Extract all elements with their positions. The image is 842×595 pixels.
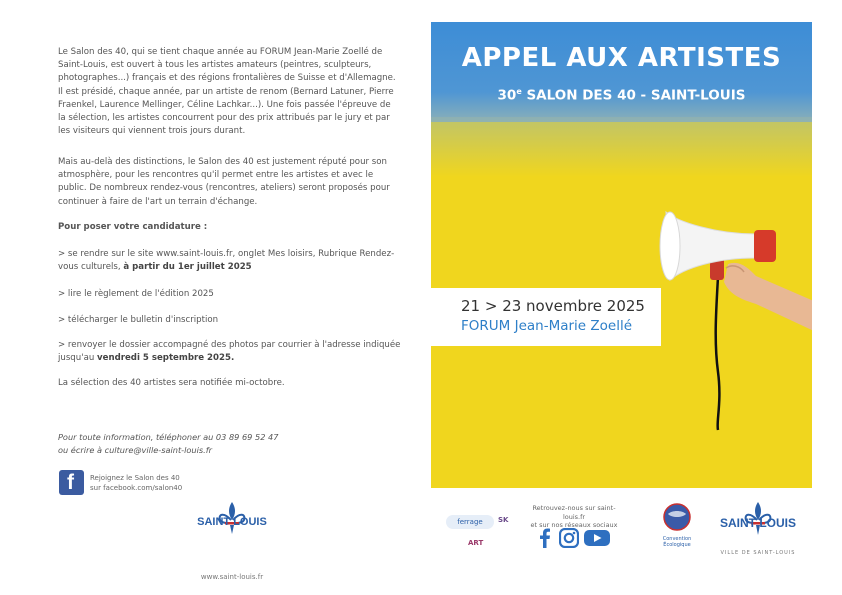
logo-left-text: SAINT LOUIS (197, 516, 267, 528)
step-rules: > lire le règlement de l'édition 2025 (58, 289, 214, 299)
poster-fade (431, 117, 812, 177)
follow-line2: et sur nos réseaux sociaux (530, 521, 618, 529)
candidature-title: Pour poser votre candidature : (58, 222, 208, 232)
contact-info (58, 431, 278, 457)
contact-phone: Pour toute information, téléphoner au 03 89 69 52 47 (58, 432, 279, 442)
globe-icon (662, 502, 692, 532)
atmosphere-paragraph: Mais au-delà des distinctions, le Salon des 40 est justement réputé pour son atmosphère, pour les rencontres qu'il permet entre les artistes et avec le public. De nombreux rendez-vous (rencontres, ateliers) seront proposés pour continuer à faire de l'art un terrain d'échange. (58, 157, 390, 207)
step-send-text: > renvoyer le dossier accompagné des photos par courrier à l'adresse indiquée jusqu'au (58, 340, 401, 364)
follow-us (522, 504, 626, 530)
facebook-icon[interactable]: f (59, 470, 84, 495)
event-dates: 21 > 23 novembre 2025 (461, 297, 645, 315)
edition-number: 30 (497, 87, 517, 104)
logo-right-sub: VILLE DE SAINT-LOUIS (720, 550, 796, 556)
website-link[interactable]: www.saint-louis.fr (200, 573, 264, 581)
facebook-line1: Rejoignez le Salon des 40 (90, 474, 180, 482)
saint-louis-logo-right (713, 500, 803, 556)
date-box (431, 288, 661, 346)
megaphone-icon (656, 172, 812, 472)
youtube-icon[interactable] (584, 528, 610, 548)
facebook-icon-footer[interactable] (535, 528, 555, 548)
poster-headline: APPEL AUX ARTISTES (461, 43, 782, 73)
step-send (58, 339, 403, 365)
partner-convention-text: Convention Écologique (662, 536, 692, 548)
edition-suffix: e (516, 87, 522, 96)
partner-logo-2: SK (498, 516, 509, 524)
step-website-date: à partir du 1er juillet 2025 (123, 262, 252, 273)
facebook-text (90, 473, 182, 493)
step-website (58, 248, 403, 274)
logo-right-text: SAINT LOUIS (719, 516, 796, 530)
poster-edition (431, 87, 812, 104)
step-website-text: > se rendre sur le site www.saint-louis.fr, onglet Mes loisirs, Rubrique Rendez-vous culturels, (58, 249, 395, 273)
saint-louis-logo-left (194, 500, 270, 548)
event-venue: FORUM Jean-Marie Zoellé (461, 318, 633, 334)
instagram-icon[interactable] (559, 528, 579, 548)
follow-line1: Retrouvez-nous sur saint-louis.fr (532, 504, 616, 521)
step-send-deadline: vendredi 5 septembre 2025. (97, 353, 235, 364)
contact-mail: ou écrire à culture@ville-saint-louis.fr (58, 445, 212, 455)
poster (431, 22, 812, 488)
edition-title: SALON DES 40 - SAINT-LOUIS (521, 87, 746, 104)
partner-logo-3: ART (468, 539, 484, 547)
partner-logo-1: ferrage (446, 515, 494, 529)
partner-convention (655, 502, 699, 548)
selection-note: La sélection des 40 artistes sera notifiée mi-octobre. (58, 378, 285, 388)
facebook-line2: sur facebook.com/salon40 (90, 484, 183, 492)
step-download: > télécharger le bulletin d'inscription (58, 315, 219, 325)
intro-paragraph: Le Salon des 40, qui se tient chaque année au FORUM Jean-Marie Zoellé de Saint-Louis, est ouvert à tous les artistes amateurs (peintres, sculpteurs, photographes...) français et des régions frontalières de Suisse et d'Allemagne. Il est présidé, chaque année, par un artiste de renom (Bernard Latuner, Pierre Fraenkel, Laurence Mellinger, Céline Lachkar...). Une fois passée l'épreuve de la sélection, les artistes concourrent pour des prix attribués par le jury et par les visiteurs qui viennent trois jours durant. (58, 47, 396, 137)
